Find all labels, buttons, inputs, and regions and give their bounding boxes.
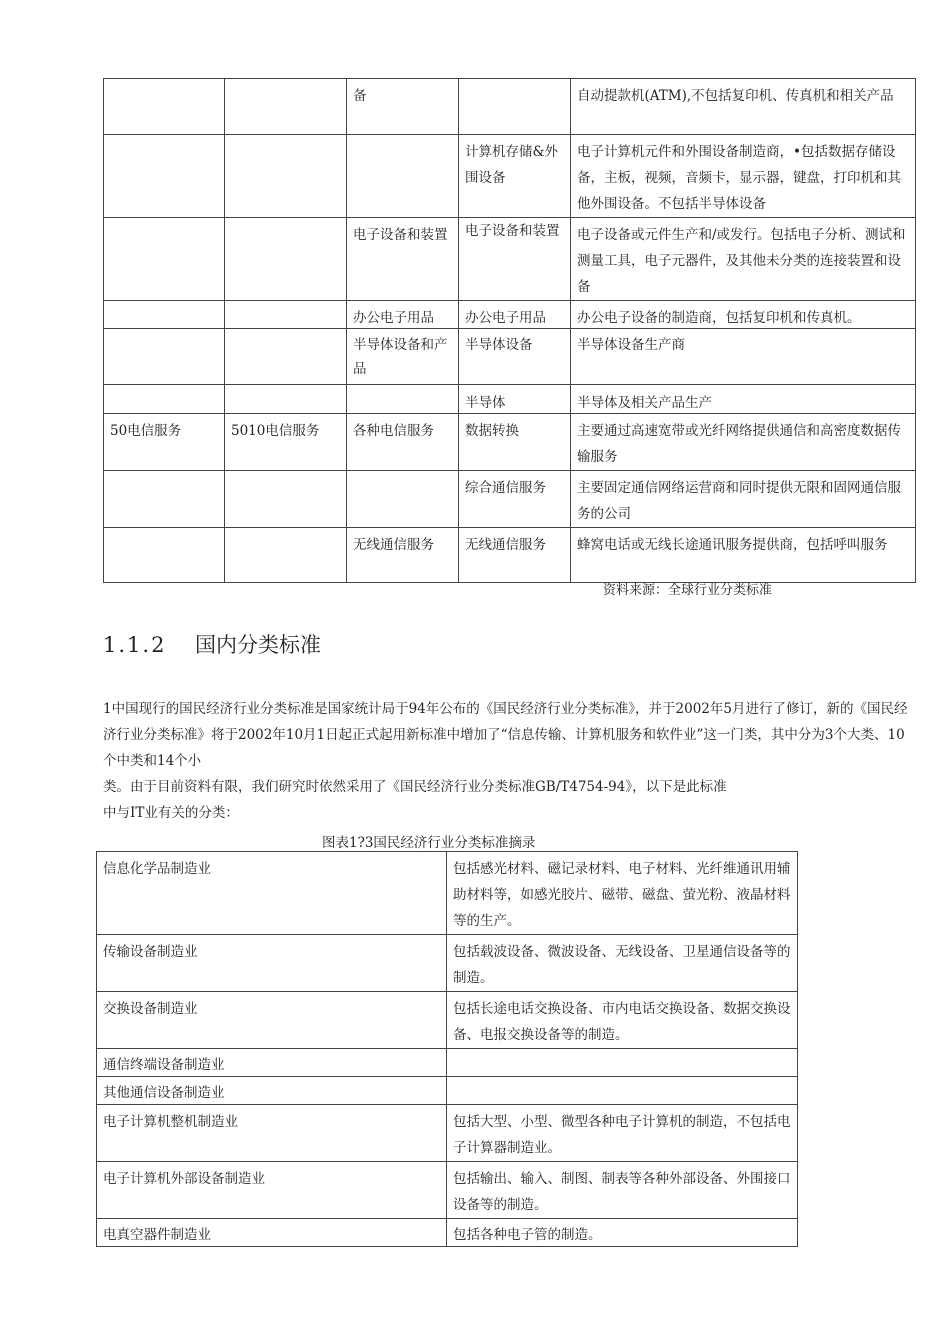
sub-industry-cell: 半导体设备 <box>459 329 571 385</box>
sector-cell <box>104 135 225 218</box>
description-cell: 包括各种电子管的制造。 <box>447 1219 798 1247</box>
category-cell: 电子计算机整机制造业 <box>97 1105 447 1162</box>
description-cell: 包括大型、小型、微型各种电子计算机的制造，不包括电子计算器制造业。 <box>447 1105 798 1162</box>
sub-industry-cell: 半导体 <box>459 385 571 414</box>
table-row <box>97 1049 798 1077</box>
table-row <box>97 852 798 935</box>
description-cell <box>447 1049 798 1077</box>
category-cell: 交换设备制造业 <box>97 992 447 1049</box>
industry-group-cell <box>225 79 347 135</box>
table-row <box>104 135 916 218</box>
industry-group-cell <box>225 135 347 218</box>
description-cell: 包括载波设备、微波设备、无线设备、卫星通信设备等的制造。 <box>447 935 798 992</box>
industry-cell: 无线通信服务 <box>347 528 459 583</box>
category-cell: 电子计算机外部设备制造业 <box>97 1162 447 1219</box>
industry-group-cell <box>225 471 347 528</box>
industry-cell <box>347 385 459 414</box>
section-heading <box>103 629 321 659</box>
industry-group-cell: 5010电信服务 <box>225 414 347 471</box>
table-row <box>104 528 916 583</box>
table-row <box>104 329 916 385</box>
industry-cell <box>347 471 459 528</box>
sector-cell <box>104 385 225 414</box>
sector-cell <box>104 471 225 528</box>
intro-line: 中与IT业有关的分类： <box>103 805 239 821</box>
category-cell: 电真空器件制造业 <box>97 1219 447 1247</box>
table-row <box>97 1105 798 1162</box>
table-row <box>97 1162 798 1219</box>
table-row <box>104 79 916 135</box>
sector-cell <box>104 301 225 329</box>
description-cell: 电子计算机元件和外围设备制造商，•包括数据存储设备，主板，视频，音频卡，显示器，键盘，打印机和其他外围设备。不包括半导体设备 <box>571 135 916 218</box>
description-cell: 办公电子设备的制造商，包括复印机和传真机。 <box>571 301 916 329</box>
description-cell: 电子设备或元件生产和/或发行。包括电子分析、测试和测量工具，电子元器件，及其他未分类的连接装置和设备 <box>571 218 916 301</box>
sub-industry-cell: 综合通信服务 <box>459 471 571 528</box>
intro-paragraph <box>103 696 915 826</box>
description-cell: 蜂窝电话或无线长途通讯服务提供商，包括呼叫服务 <box>571 528 916 583</box>
table-row <box>97 935 798 992</box>
sector-cell <box>104 79 225 135</box>
description-cell: 半导体设备生产商 <box>571 329 916 385</box>
industry-cell: 电子设备和装置 <box>347 218 459 301</box>
intro-line: 类。由于目前资料有限，我们研究时依然采用了《国民经济行业分类标准GB/T4754-94》，以下是此标准 <box>103 779 727 795</box>
category-cell: 传输设备制造业 <box>97 935 447 992</box>
table-row <box>104 218 916 301</box>
sub-industry-cell: 数据转换 <box>459 414 571 471</box>
industry-group-cell <box>225 329 347 385</box>
description-cell: 自动提款机(ATM),不包括复印机、传真机和相关产品 <box>571 79 916 135</box>
table-row <box>104 471 916 528</box>
section-number: 1.1.2 <box>103 633 167 657</box>
description-cell: 包括输出、输入、制图、制表等各种外部设备、外围接口设备等的制造。 <box>447 1162 798 1219</box>
category-cell: 其他通信设备制造业 <box>97 1077 447 1105</box>
table-row <box>97 1219 798 1247</box>
table-row <box>97 992 798 1049</box>
industry-cell: 备 <box>347 79 459 135</box>
intro-line: 1中国现行的国民经济行业分类标准是国家统计局于94年公布的《国民经济行业分类标准》，并于2002年5月进行了修订，新的《国民经济行业分类标准》将于2002年10月1日起正式起用新标准中增加了“信息传输、计算机服务和软件业”这一门类，其中分为3个大类、10个中类和14个小 <box>103 701 908 769</box>
sub-industry-cell: 计算机存储&外围设备 <box>459 135 571 218</box>
table-row <box>97 1077 798 1105</box>
industry-group-cell <box>225 528 347 583</box>
gics-classification-table <box>103 78 916 583</box>
sector-cell <box>104 528 225 583</box>
industry-cell: 办公电子用品 <box>347 301 459 329</box>
industry-group-cell <box>225 385 347 414</box>
sub-industry-cell: 电子设备和装置 <box>459 218 571 301</box>
industry-cell <box>347 135 459 218</box>
table-row <box>104 301 916 329</box>
category-cell: 通信终端设备制造业 <box>97 1049 447 1077</box>
description-cell: 半导体及相关产品生产 <box>571 385 916 414</box>
industry-group-cell <box>225 301 347 329</box>
industry-group-cell <box>225 218 347 301</box>
table-row <box>104 414 916 471</box>
industry-cell: 各种电信服务 <box>347 414 459 471</box>
description-cell: 主要固定通信网络运营商和同时提供无限和固网通信服务的公司 <box>571 471 916 528</box>
sector-cell <box>104 218 225 301</box>
description-cell: 包括长途电话交换设备、市内电话交换设备、数据交换设备、电报交换设备等的制造。 <box>447 992 798 1049</box>
sector-cell <box>104 329 225 385</box>
category-cell: 信息化学品制造业 <box>97 852 447 935</box>
sub-industry-cell: 无线通信服务 <box>459 528 571 583</box>
sub-industry-cell: 办公电子用品 <box>459 301 571 329</box>
sub-industry-cell <box>459 79 571 135</box>
sector-cell: 50电信服务 <box>104 414 225 471</box>
section-title: 国内分类标准 <box>195 633 321 657</box>
industry-cell: 半导体设备和产品 <box>347 329 459 385</box>
description-cell: 包括感光材料、磁记录材料、电子材料、光纤维通讯用辅助材料等，如感光胶片、磁带、磁盘、萤光粉、液晶材料等的生产。 <box>447 852 798 935</box>
source-note: 资料来源：全球行业分类标准 <box>603 583 773 598</box>
national-industry-classification-table <box>96 851 798 1247</box>
description-cell: 主要通过高速宽带或光纤网络提供通信和高密度数据传输服务 <box>571 414 916 471</box>
table-caption: 图表1?3国民经济行业分类标准摘录 <box>322 835 536 851</box>
description-cell <box>447 1077 798 1105</box>
table-row <box>104 385 916 414</box>
